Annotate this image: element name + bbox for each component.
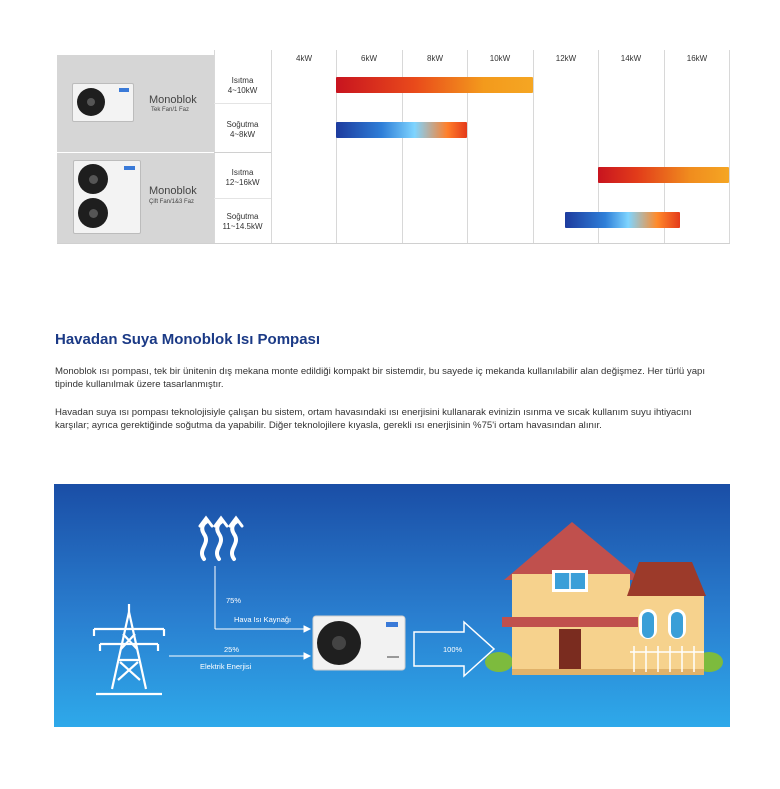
heat-waves-icon — [200, 518, 242, 559]
fan-icon — [77, 88, 105, 116]
fan-icon — [78, 198, 108, 228]
illustration-graphics — [54, 484, 730, 727]
row-separator — [57, 243, 730, 244]
row-label-range: 11~14.5kW — [222, 222, 263, 231]
row-label — [214, 212, 271, 232]
product-subtitle: Çift Fan/1&3 Faz — [149, 199, 195, 205]
power-pylon-icon — [94, 604, 164, 694]
fan-icon — [78, 164, 108, 194]
kw-tick-label: 6kW — [361, 54, 377, 63]
row-separator — [214, 198, 271, 199]
row-label-mode: Isıtma — [231, 168, 254, 177]
row-label-mode: Soğutma — [226, 120, 259, 129]
row-label-range: 4~10kW — [227, 86, 258, 95]
heating-range-bar — [336, 77, 532, 93]
intro-paragraph: Monoblok ısı pompası, tek bir ünitenin dış mekana monte edildiği kompakt bir sistemdir, bu sayede iç mekanda kullanılabilir alan değişmez. Her türlü yapı tipinde kullanılmak üzere tasarlanmıştır. — [55, 366, 706, 390]
row-label-mode: Isıtma — [231, 76, 254, 85]
house-icon — [485, 522, 723, 675]
product-subtitle: Tek Fan/1 Faz — [151, 107, 190, 113]
kw-tick-label: 10kW — [489, 54, 511, 63]
row-separator — [214, 103, 271, 104]
row-label-mode: Soğutma — [226, 212, 259, 221]
air-percentage: 75% — [226, 596, 242, 605]
row-label — [214, 120, 271, 140]
heat-pump-unit-image — [73, 160, 141, 234]
row-label — [214, 76, 271, 96]
section-title: Havadan Suya Monoblok Isı Pompası — [55, 331, 321, 348]
heating-range-bar — [598, 167, 729, 183]
kw-tick-label: 8kW — [427, 54, 443, 63]
row-label-range: 12~16kW — [225, 178, 260, 187]
description-paragraph: Havadan suya ısı pompası teknolojisiyle çalışan bu sistem, ortam havasındaki ısı enerjisini kullanarak evinizin ısınma ve sıcak kullanım suyu ihtiyacını karşılar; ayrıca gerektiğinde soğutma da yapabilir. Diğer teknolojilere kıyasla, gerekli ısı enerjisinin %75'i ortam havasından alınır. — [55, 407, 692, 431]
electric-percentage: 25% — [224, 645, 240, 654]
air-source-label: Hava Isı Kaynağı — [234, 615, 292, 624]
row-label — [214, 168, 271, 188]
row-separator — [214, 152, 271, 153]
kw-tick-label: 16kW — [686, 54, 708, 63]
heat-pump-illustration — [54, 484, 730, 727]
brand-logo — [124, 166, 135, 170]
cooling-range-bar — [336, 122, 467, 138]
cooling-range-bar — [565, 212, 680, 228]
electric-energy-label: Elektrik Enerjisi — [200, 662, 252, 671]
brand-logo — [119, 88, 129, 92]
grid-line — [729, 50, 730, 243]
outdoor-unit-icon — [313, 616, 405, 670]
row-label-range: 4~8kW — [229, 130, 256, 139]
flow-lines — [169, 566, 310, 659]
grid-line — [271, 50, 272, 243]
kw-tick-label: 4kW — [296, 54, 312, 63]
grid-line — [533, 50, 534, 243]
output-percentage: 100% — [443, 645, 463, 654]
product-name: Monoblok — [149, 94, 197, 106]
product-name: Monoblok — [149, 185, 197, 197]
kw-tick-label: 12kW — [555, 54, 577, 63]
heat-pump-unit-image — [72, 83, 134, 122]
kw-tick-label: 14kW — [620, 54, 642, 63]
